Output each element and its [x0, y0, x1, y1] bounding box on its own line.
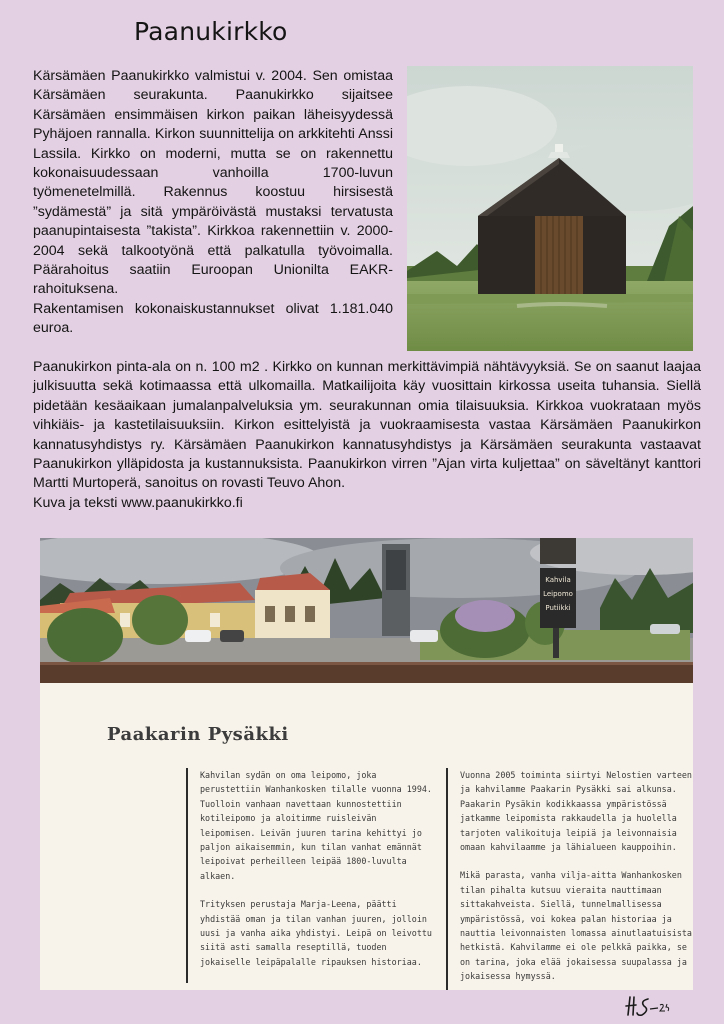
cafe-title: Paakarin Pysäkki [107, 724, 289, 745]
cafe-paragraph: Kahvilan sydän on oma leipomo, joka perustettiin Wanhankosken tilalle vuonna 1994. Tuolloin vanhaan navettaan kunnostettiin kotileipomo ja aloitimme ruisleivän leipomisen. Leivän juuren tarina kehittyi jo paljon aikaisemmin, kun tilan vanhat emännät leipoivat perheilleen leipää 1800-luvulta alkaen. [200, 770, 432, 881]
cafe-paragraph: Trityksen perustaja Marja-Leena, päätti yhdistää oman ja tilan vanhan juuren, jolloin uusi ja vanha aika yhdistyi. Leipä on leivottu siitä asti samalla reseptillä, tuoden jokaiselle leipäpalalle ripauksen historiaa. [200, 899, 432, 967]
handwritten-signature [622, 993, 674, 1019]
church-photo [407, 66, 693, 351]
page-title: Paanukirkko [134, 17, 288, 46]
cafe-sign-line: Leipomo [543, 590, 573, 598]
cafe-column-left [186, 768, 432, 983]
cafe-column-right [446, 768, 693, 990]
cafe-photo [40, 538, 693, 683]
church-illustration [407, 66, 693, 351]
intro-paragraph: Kärsämäen Paanukirkko valmistui v. 2004. Sen omistaa Kärsämäen seurakunta. Paanukirkko sijaitsee Kärsämäen ensimmäisen kirkon paikan läheisyydessä Pyhäjoen rannalla. Kirkon suunnittelija on arkkitehti Anssi Lassila. Kirkko on moderni, mutta se on rakennettu kokonaisuudessaan vanhoilla 1700-luvun työmenetelmillä. Rakennus koostuu hirsisestä ”sydämestä” ja sitä ympäröivästä mustaksi tervatusta paanupintaisesta ”takista”. Kirkkoa rakennettiin v. 2000-2004 sekä talkootyönä että palkatulla työvoimalla. Päärahoitus saatiin Euroopan Unionilta EAKR-rahoituksena. [33, 68, 393, 298]
cafe-illustration [40, 538, 693, 683]
cafe-paragraph: Mikä parasta, vanha vilja-aitta Wanhankosken tilan pihalta kutsuu vieraita nauttimaan sittakahveista. Siellä, tunnelmallisessa ympäristössä, voi kokea palan historiaa ja nauttia leivonnaisten lomassa ainutlaatuisista hetkistä. Kahvilamme ei ole pelkkä paikka, se on tarina, joka elää jokaisessa suupalassa ja jokaisessa hymyssä. [460, 870, 692, 982]
body-paragraph: Paanukirkon pinta-ala on n. 100 m2 . Kirkko on kunnan merkittävimpiä nähtävyyksiä. Se on saanut laajaa julkisuutta sekä kotimaassa että ulkomailla. Matkailijoita käy vuosittain kirkossa useita tuhansia. Siellä pidetään kesäaikaan jumalanpalveluksia ym. seurakunnan omia tilaisuuksia. Kirkkoa vuokrataan myös vihkiäis- ja kastetilaisuuksiin. Kirkon esittelyistä ja vuokraamisesta vastaa Kärsämäen Paanukirkon kannatusyhdistys ry. Kärsämäen Paanukirkon kannatusyhdistys ja Kärsämäen seurakunta vastaavat Paanukirkon ylläpidosta ja kustannuksista. Paanukirkon virren ”Ajan virta kuljettaa” on säveltänyt kanttori Martti Murtoperä, sanoitus on rovasti Teuvo Ahon. [33, 359, 701, 492]
photo-credit: Kuva ja teksti www.paanukirkko.fi [33, 494, 243, 511]
body-text [33, 358, 701, 513]
cafe-card [40, 538, 693, 990]
cafe-sign-line: Putiikki [545, 604, 571, 612]
intro-text [33, 67, 393, 339]
cafe-sign-line: Kahvila [545, 576, 571, 584]
cafe-paragraph: Vuonna 2005 toiminta siirtyi Nelostien varteen ja kahvilamme Paakarin Pysäkki sai alkunsa. Paakarin Pysäkin kodikkaassa ympäristössä jatkamme leipomista rakkaudella ja huolella tarjoten valikoituja leipiä ja leivonnaisia omaan kahvilaamme ja lähialueen kauppoihin. [460, 770, 692, 853]
intro-paragraph: Rakentamisen kokonaiskustannukset olivat 1.181.040 euroa. [33, 300, 393, 337]
